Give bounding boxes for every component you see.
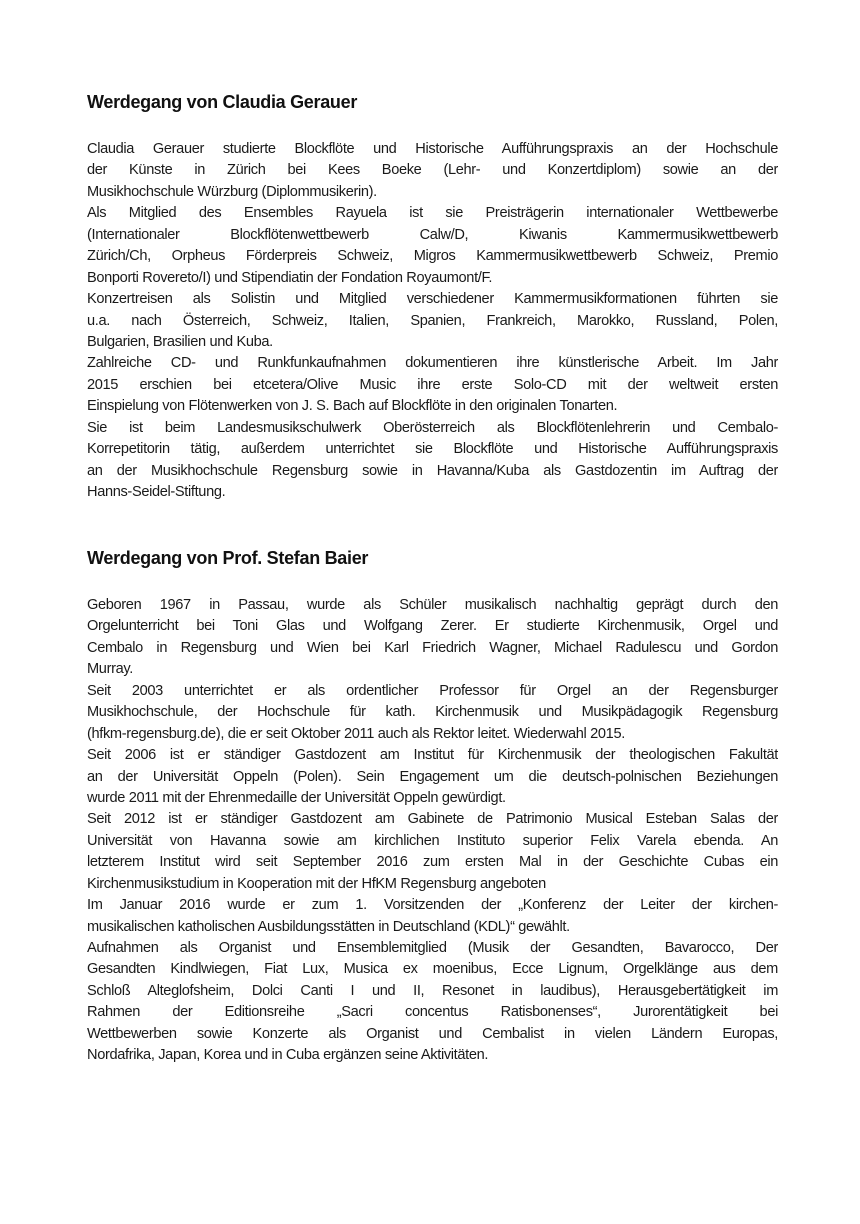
- text-line: (Internationaler Blockflötenwettbewerb Calw/D, Kiwanis Kammermusikwettbewerb: [87, 226, 778, 243]
- text-line: Cembalo in Regensburg und Wien bei Karl Friedrich Wagner, Michael Radulescu und Gordon: [87, 639, 778, 656]
- text-line: Konzertreisen als Solistin und Mitglied verschiedener Kammermusikformationen führten sie: [87, 291, 778, 308]
- text-line: Einspielung von Flötenwerken von J. S. Bach auf Blockflöte in den originalen Tonarten.: [87, 398, 618, 415]
- text-line: Aufnahmen als Organist und Ensemblemitglied (Musik der Gesandten, Bavarocco, Der: [87, 940, 778, 956]
- text-line: Musikhochschule, der Hochschule für kath. Kirchenmusik und Musikpädagogik Regensburg: [87, 704, 778, 721]
- text-line: 2015 erschien bei etcetera/Olive Music ihre erste Solo-CD mit der weltweit ersten: [87, 376, 778, 393]
- bio-baier: [87, 595, 778, 1067]
- text-line: Rahmen der Editionsreihe „Sacri concentus Ratisbonenses“, Jurorentätigkeit bei: [87, 1004, 778, 1021]
- text-line: (hfkm-regensburg.de), die er seit Oktober 2011 auch als Rektor leitet. Wiederwahl 2015.: [87, 725, 625, 742]
- text-line: Bulgarien, Brasilien und Kuba.: [87, 333, 273, 350]
- text-line: Gesandten Kindlwiegen, Fiat Lux, Musica ex moenibus, Ecce Lignum, Orgelklänge aus dem: [87, 961, 778, 978]
- text-line: Murray.: [87, 661, 133, 678]
- text-line: Orgelunterricht bei Toni Glas und Wolfgang Zerer. Er studierte Kirchenmusik, Orgel und: [87, 618, 778, 635]
- text-line: Zürich/Ch, Orpheus Förderpreis Schweiz, Migros Kammermusikwettbewerb Schweiz, Premio: [87, 248, 778, 265]
- section-heading-gerauer: Werdegang von Claudia Gerauer: [87, 92, 358, 112]
- text-line: an der Universität Oppeln (Polen). Sein Engagement um die deutsch-polnischen Beziehungen: [87, 768, 778, 785]
- text-line: letzterem Institut wird seit September 2016 zum ersten Mal in der Geschichte Cubas ein: [87, 854, 778, 871]
- text-line: Hanns-Seidel-Stiftung.: [87, 484, 226, 500]
- text-line: Nordafrika, Japan, Korea und in Cuba ergänzen seine Aktivitäten.: [87, 1047, 489, 1064]
- text-line: Kirchenmusikstudium in Kooperation mit der HfKM Regensburg angeboten: [87, 875, 546, 892]
- text-line: Zahlreiche CD- und Runkfunkaufnahmen dokumentieren ihre künstlerische Arbeit. Im Jahr: [87, 355, 778, 372]
- text-line: Korrepetitorin tätig, außerdem unterrichtet sie Blockflöte und Historische Aufführungspraxis: [87, 441, 778, 458]
- text-line: Seit 2003 unterrichtet er als ordentlicher Professor für Orgel an der Regensburger: [87, 682, 778, 699]
- section-heading-baier: Werdegang von Prof. Stefan Baier: [87, 548, 369, 568]
- text-line: Bonporti Rovereto/I) und Stipendiatin der Fondation Royaumont/F.: [87, 269, 493, 286]
- text-line: der Künste in Zürich bei Kees Boeke (Lehr- und Konzertdiplom) sowie an der: [87, 162, 778, 179]
- text-line: Seit 2006 ist er ständiger Gastdozent am Institut für Kirchenmusik der theologischen Fakultät: [87, 747, 778, 764]
- text-line: wurde 2011 mit der Ehrenmedaille der Universität Oppeln gewürdigt.: [87, 789, 506, 806]
- text-line: Im Januar 2016 wurde er zum 1. Vorsitzenden der „Konferenz der Leiter der kirchen-: [87, 897, 778, 914]
- text-line: Schloß Alteglofsheim, Dolci Canti I und II, Resonet in laudibus), Herausgebertätigkeit im: [87, 982, 778, 999]
- text-line: Claudia Gerauer studierte Blockflöte und Historische Aufführungspraxis an der Hochschule: [87, 141, 778, 157]
- text-line: Wettbewerben sowie Konzerte als Organist und Cembalist in vielen Ländern Europas,: [87, 1025, 778, 1042]
- text-line: musikalischen katholischen Ausbildungsstätten in Deutschland (KDL)“ gewählt.: [87, 918, 570, 935]
- text-line: Als Mitglied des Ensembles Rayuela ist sie Preisträgerin internationaler Wettbewerbe: [87, 205, 778, 222]
- text-line: Sie ist beim Landesmusikschulwerk Oberösterreich als Blockflötenlehrerin und Cembalo-: [87, 419, 778, 436]
- text-line: Musikhochschule Würzburg (Diplommusikerin).: [87, 183, 377, 200]
- bio-gerauer: [87, 139, 778, 503]
- text-line: u.a. nach Österreich, Schweiz, Italien, Spanien, Frankreich, Marokko, Russland, Polen,: [87, 312, 778, 329]
- text-line: Geboren 1967 in Passau, wurde als Schüler musikalisch nachhaltig geprägt durch den: [87, 597, 778, 613]
- text-line: Universität von Havanna sowie am kirchlichen Instituto superior Felix Varela ebenda. An: [87, 832, 778, 849]
- text-line: an der Musikhochschule Regensburg sowie in Havanna/Kuba als Gastdozentin im Auftrag der: [87, 462, 778, 479]
- text-line: Seit 2012 ist er ständiger Gastdozent am Gabinete de Patrimonio Musical Esteban Salas der: [87, 811, 778, 828]
